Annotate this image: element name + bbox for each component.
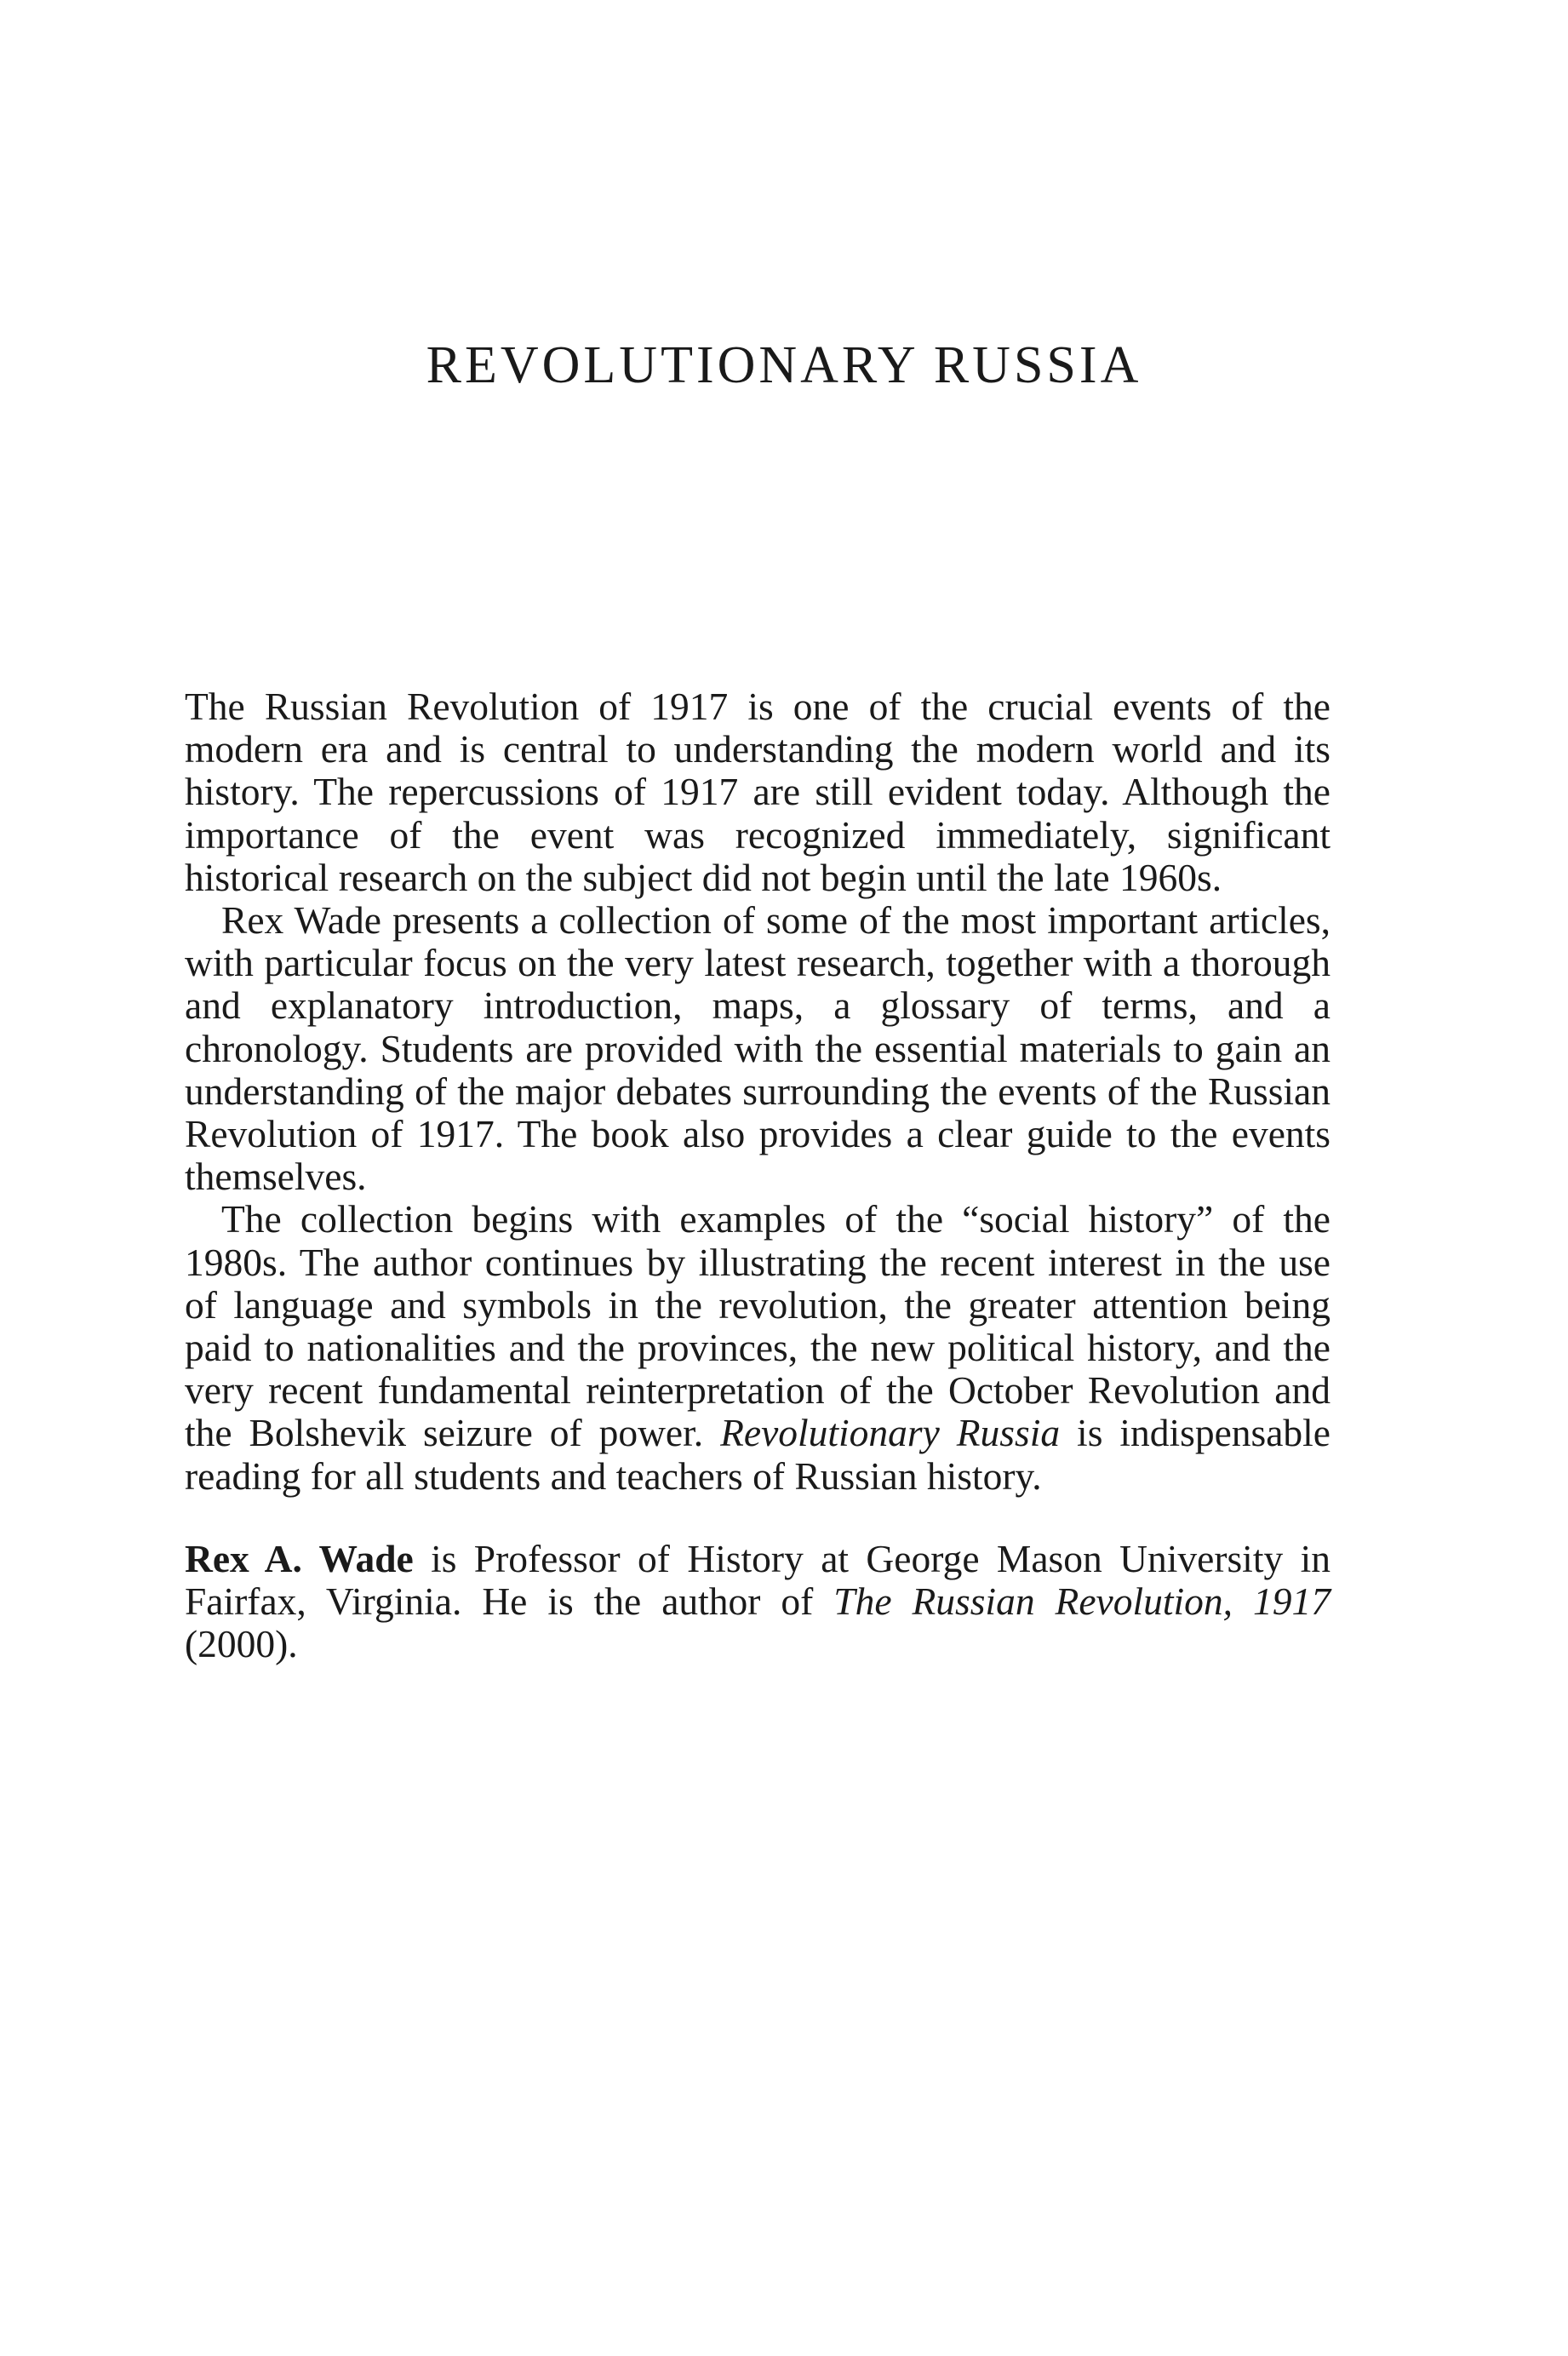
paragraph-contents-text-before: The collection begins with examples of the “social history” of the 1980s. The author continues by illustrating the recent interest in the use of language and symbols in the revolution, the greater attention being paid to nationalities and the provinces, the new political history, and the very recent fundamental reinterpretation of the October Revolution and the Bolshevik seizure of power. xyxy=(185,1197,1331,1455)
author-bio xyxy=(185,1538,1331,1666)
page-title: REVOLUTIONARY RUSSIA xyxy=(426,336,1142,394)
author-book-title: The Russian Revolution, 1917 xyxy=(833,1579,1331,1624)
paragraph-contents xyxy=(185,1198,1331,1497)
description-body xyxy=(185,685,1331,1498)
book-title-italic: Revolutionary Russia xyxy=(720,1411,1061,1455)
author-name: Rex A. Wade xyxy=(185,1537,414,1580)
author-bio-text-after: (2000). xyxy=(185,1622,298,1666)
paragraph-intro: The Russian Revolution of 1917 is one of the crucial events of the modern era and is central to understanding the modern world and its history. The repercussions of 1917 are still evident today. Although the importance of the event was recognized immediately, significant historical research on the subject did not begin until the late 1960s. xyxy=(185,685,1331,899)
paragraph-contents-text-after: is indispensable reading for all students and teachers of Russian history. xyxy=(185,1411,1331,1498)
author-bio-text-before: is Professor of History at George Mason University in Fairfax, Virginia. He is the author of xyxy=(185,1537,1331,1624)
paragraph-collection: Rex Wade presents a collection of some of the most important articles, with particular focus on the very latest research, together with a thorough and explanatory introduction, maps, a glossary of terms, and a chronology. Students are provided with the essential materials to gain an understanding of the major debates surrounding the events of the Russian Revolution of 1917. The book also provides a clear guide to the events themselves. xyxy=(185,898,1331,1199)
